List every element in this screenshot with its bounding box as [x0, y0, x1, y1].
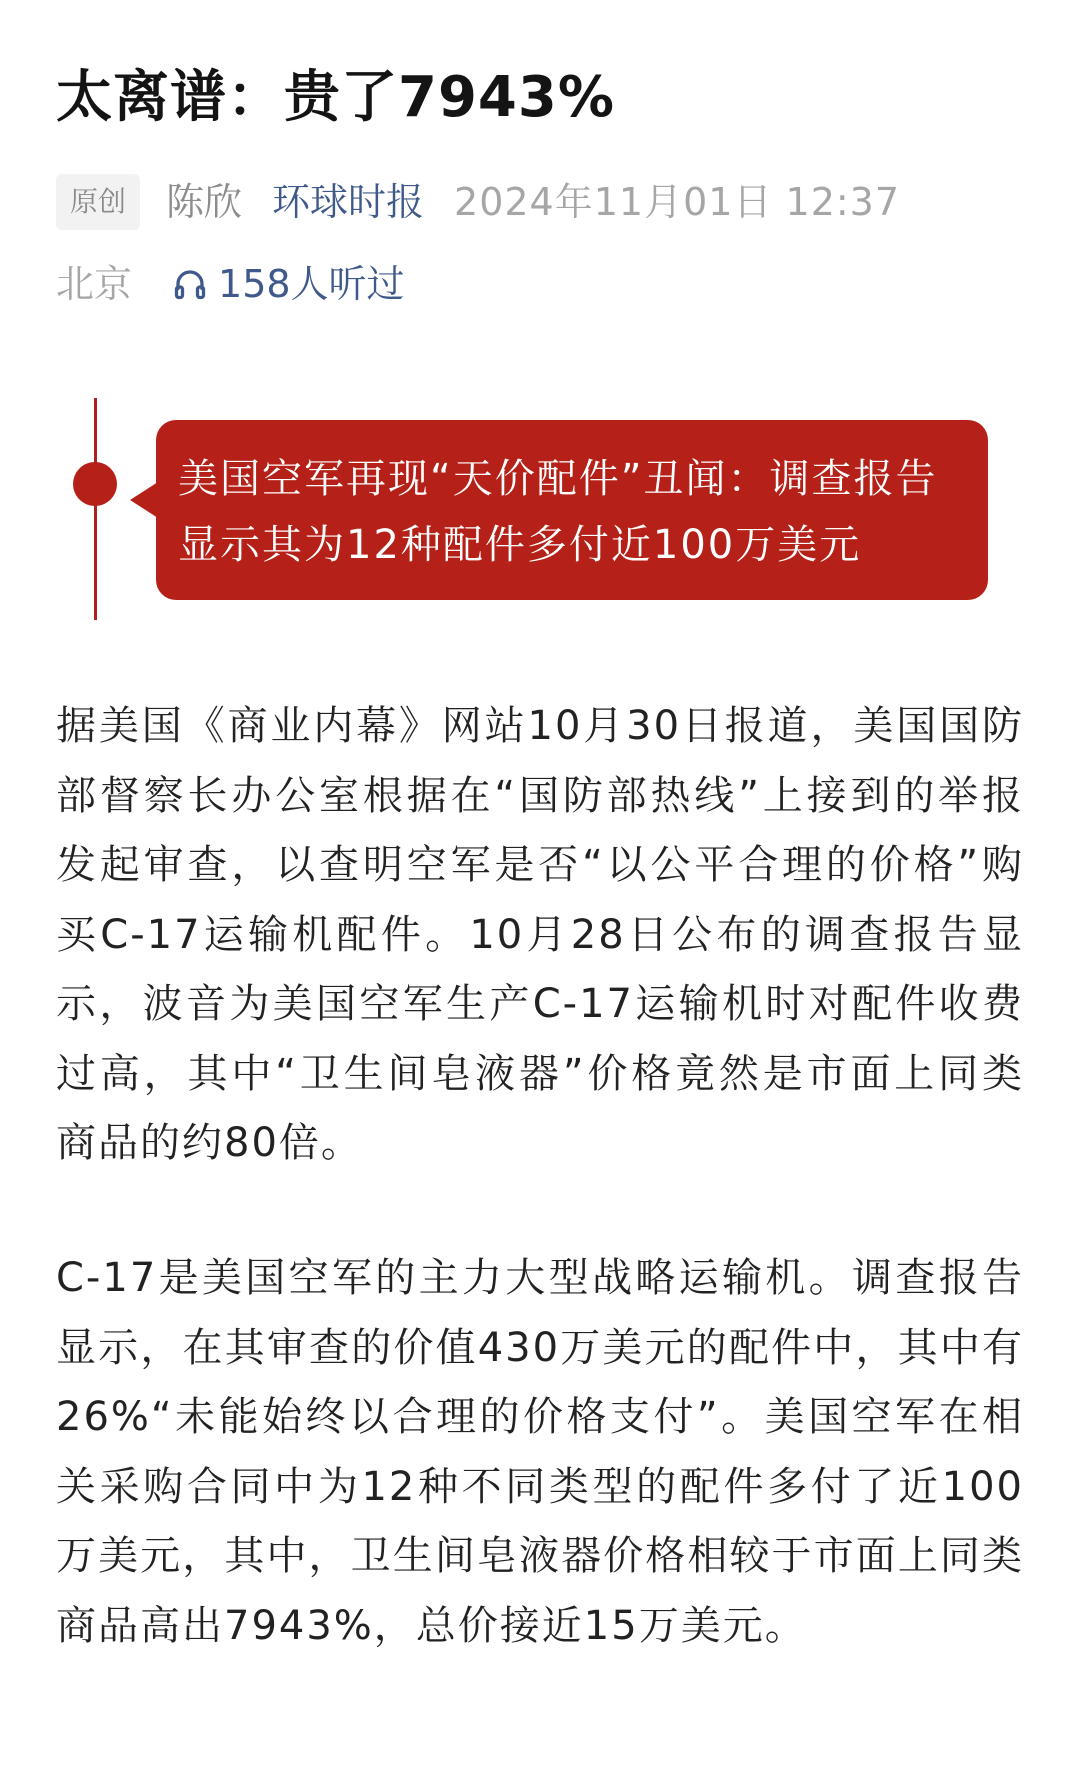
listen-button[interactable] — [172, 254, 405, 314]
original-badge: 原创 — [56, 174, 140, 230]
publish-datetime: 2024年11月01日 12:37 — [454, 180, 901, 224]
highlight-callout — [156, 420, 988, 600]
timeline-dot — [73, 462, 117, 506]
article-title: 太离谱：贵了7943% — [56, 65, 615, 130]
source-link[interactable]: 环球时报 — [272, 180, 425, 224]
paragraph-1: 据美国《商业内幕》网站10月30日报道，美国国防部督察长办公室根据在“国防部热线”上接到的举报发起审查，以查明空军是否“以公平合理的价格”购买C-17运输机配件。10月28日公布的调查报告显示，波音为美国空军生产C-17运输机时对配件收费过高，其中“卫生间皂液器”价格竟然是市面上同类商品的约80倍。 — [56, 703, 1024, 1166]
article-meta-secondary — [56, 254, 405, 314]
callout-text: 美国空军再现“天价配件”丑闻：调查报告显示其为12种配件多付近100万美元 — [178, 456, 938, 568]
paragraph-2: C-17是美国空军的主力大型战略运输机。调查报告显示，在其审查的价值430万美元的配件中，其中有26%“未能始终以合理的价格支付”。美国空军在相关采购合同中为12种不同类型的配件多付了近100万美元，其中，卫生间皂液器价格相较于市面上同类商品高出7943%，总价接近15万美元。 — [56, 1255, 1024, 1649]
article-meta — [56, 172, 1024, 232]
headphones-icon — [172, 266, 208, 302]
listen-count: 158人听过 — [218, 262, 405, 306]
timeline-line — [94, 398, 97, 620]
location: 北京 — [56, 262, 133, 306]
author-name[interactable]: 陈欣 — [166, 180, 243, 224]
